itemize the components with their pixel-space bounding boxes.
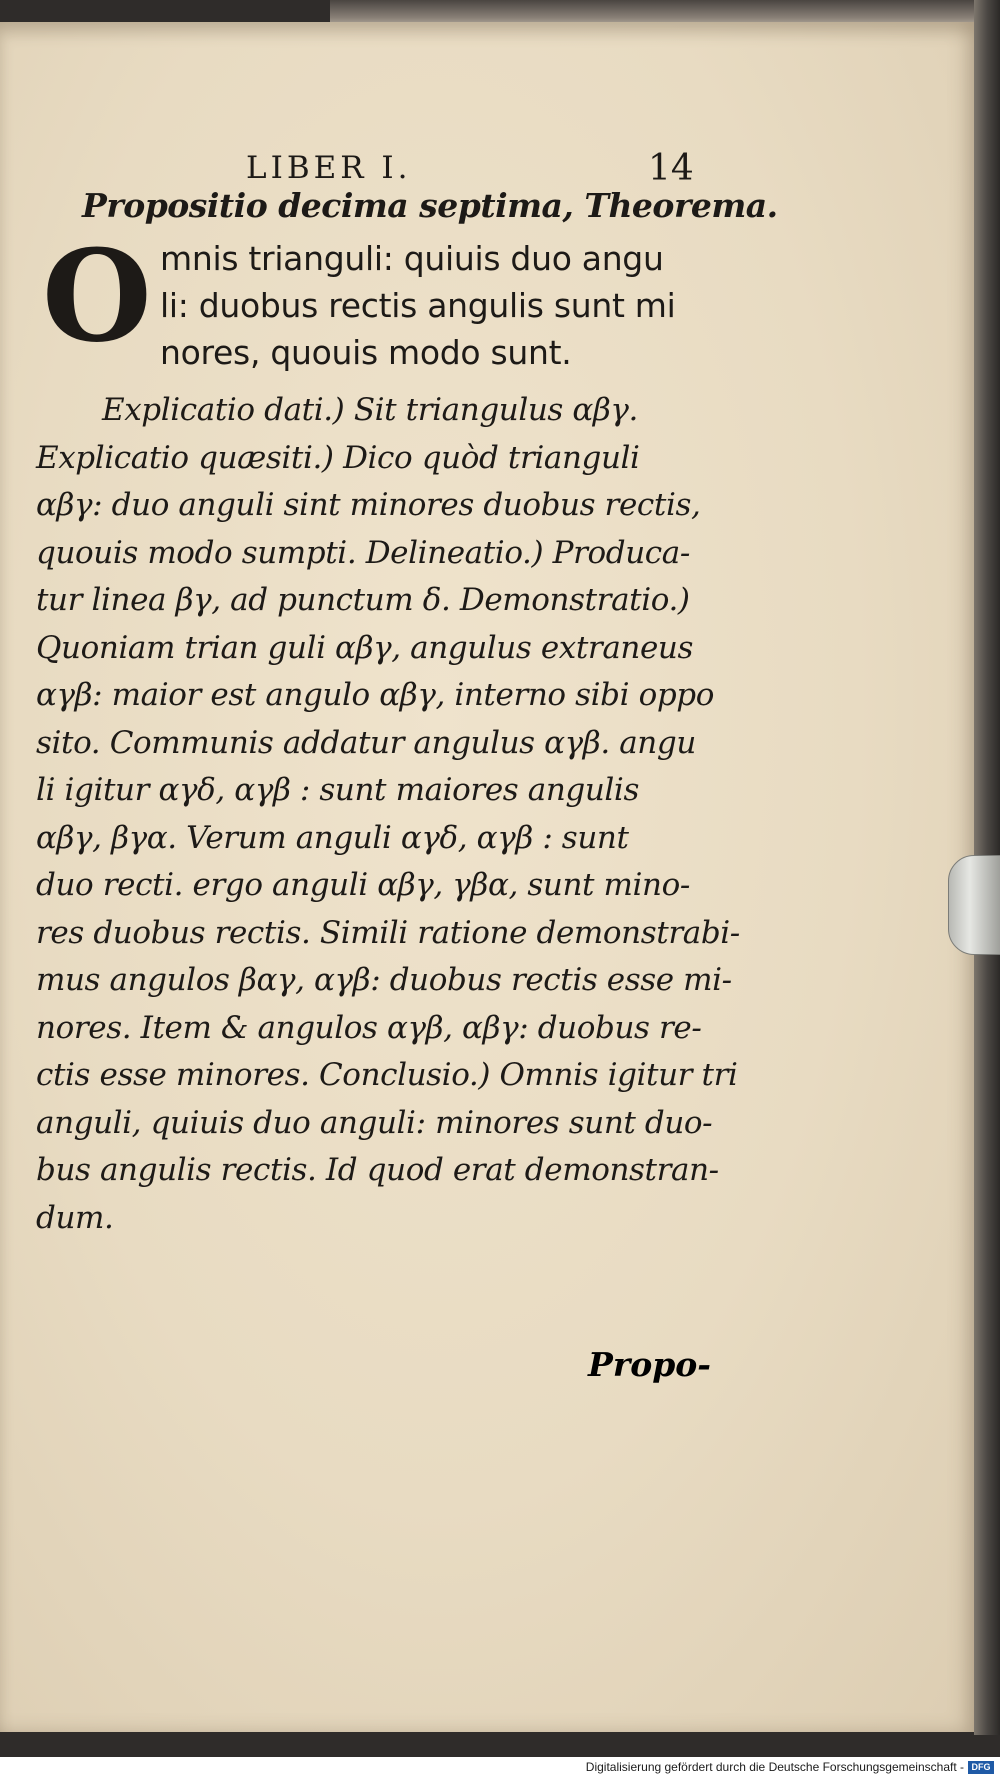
enunciation-lines — [160, 235, 676, 376]
text-line: anguli, quiuis duo anguli: minores sunt duo- — [36, 1104, 713, 1141]
running-header — [36, 130, 776, 189]
digitization-footer — [0, 1757, 1000, 1779]
text-line: ctis esse minores. Conclusio.) Omnis igitur tri — [36, 1057, 738, 1093]
funding-credit: Digitalisierung gefördert durch die Deutsche Forschungsgemeinschaft - — [585, 1760, 964, 1774]
proof-text — [36, 387, 776, 1242]
text-line: mus angulos βαγ, αγβ: duobus rectis esse mi- — [36, 962, 732, 998]
enunciation-line: mnis trianguli: quiuis duo angu — [160, 239, 664, 278]
text-line: dum. — [36, 1199, 114, 1236]
text-line: sito. Communis addatur angulus αγβ. angu — [36, 724, 696, 761]
enunciation-line: li: duobus rectis angulis sunt mi — [160, 286, 676, 325]
page-text-block — [36, 130, 776, 1242]
dfg-logo: DFG — [968, 1761, 994, 1774]
folio-number: 14 — [648, 148, 694, 189]
text-line: αγβ: maior est angulo αβγ, interno sibi oppo — [36, 677, 714, 713]
text-line: duo recti. ergo anguli αβγ, γβα, sunt mino- — [36, 867, 690, 903]
text-line: αβγ: duo anguli sint minores duobus rectis, — [36, 487, 701, 523]
text-line: αβγ, βγα. Verum anguli αγδ, αγβ : sunt — [36, 819, 629, 856]
drop-initial: O — [42, 222, 152, 370]
text-line: res duobus rectis. Simili ratione demonstrabi- — [36, 914, 740, 951]
proposition-title: Propositio decima septima, Theorema. — [82, 186, 778, 225]
catchword: Propo- — [588, 1345, 711, 1384]
running-head: LIBER I. — [246, 150, 412, 186]
text-line: bus angulis rectis. Id quod erat demonstran- — [36, 1152, 719, 1188]
enunciation — [36, 222, 776, 387]
text-line: li igitur αγδ, αγβ : sunt maiores angulis — [36, 772, 639, 808]
enunciation-line: nores, quouis modo sunt. — [160, 333, 572, 372]
text-line: Explicatio dati.) Sit triangulus αβγ. — [102, 392, 639, 428]
page-clip — [948, 855, 1000, 955]
text-line: nores. Item & angulos αγβ, αβγ: duobus re- — [36, 1009, 702, 1046]
text-line: Explicatio quæsiti.) Dico quòd trianguli — [36, 439, 640, 476]
text-line: quouis modo sumpti. Delineatio.) Produca- — [36, 534, 690, 571]
text-line: Quoniam trian guli αβγ, angulus extraneus — [36, 629, 694, 666]
text-line: tur linea βγ, ad punctum δ. Demonstratio.) — [36, 582, 690, 618]
